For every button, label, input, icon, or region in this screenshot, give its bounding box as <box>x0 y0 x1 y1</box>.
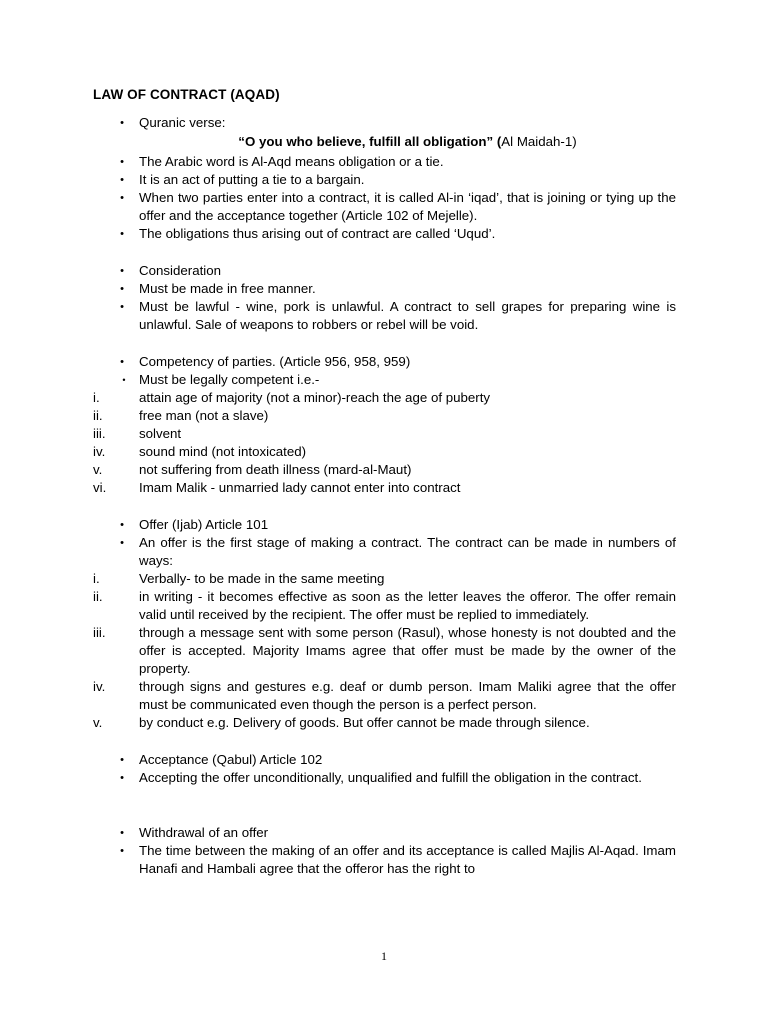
bullet-marker: • <box>120 192 124 204</box>
numbered-list-item <box>93 479 676 497</box>
list-item-text: Quranic verse: <box>139 115 226 130</box>
document-body <box>93 114 676 878</box>
numbered-list-item <box>93 389 676 407</box>
document-section <box>93 516 676 732</box>
list-item-text: attain age of majority (not a minor)-reach the age of puberty <box>139 390 491 405</box>
list-number: i. <box>93 390 100 405</box>
numbered-list-item <box>93 461 676 479</box>
numbered-list-item <box>93 624 676 678</box>
list-number: ii. <box>93 408 103 423</box>
list-item-text: The Arabic word is Al-Aqd means obligation or a tie. <box>139 154 444 169</box>
list-item-text: through a message sent with some person (Rasul), whose honesty is not doubted and the offer is accepted. Majority Imams agree that offer must be made by the owner of the property. <box>139 625 676 676</box>
bullet-marker: • <box>120 283 124 295</box>
numbered-list-item <box>93 588 676 624</box>
document-section <box>93 824 676 878</box>
list-item-text: When two parties enter into a contract, it is called Al-in ‘iqad’, that is joining or tying up the offer and the acceptance together (Article 102 of Mejelle). <box>139 190 676 223</box>
list-number: v. <box>93 715 103 730</box>
bullet-marker: • <box>120 827 124 839</box>
list-item-text: through signs and gestures e.g. deaf or dumb person. Imam Maliki agree that the offer must be communicated even though the person is a perfect person. <box>139 679 676 712</box>
document-section <box>93 353 676 497</box>
bullet-list-item <box>93 225 676 243</box>
list-number: v. <box>93 462 103 477</box>
list-item-text: The obligations thus arising out of contract are called ‘Uqud’. <box>139 226 496 241</box>
bullet-marker: • <box>120 537 124 549</box>
list-item-text: sound mind (not intoxicated) <box>139 444 307 459</box>
bullet-marker: • <box>120 519 124 531</box>
section-gap <box>93 497 676 516</box>
verse-quote: “O you who believe, fulfill all obligation” ( <box>238 134 502 149</box>
bullet-marker: • <box>120 772 124 784</box>
numbered-list-item <box>93 714 676 732</box>
bullet-list-item <box>93 171 676 189</box>
bullet-list-item <box>93 153 676 171</box>
list-item-text: by conduct e.g. Delivery of goods. But offer cannot be made through silence. <box>139 715 590 730</box>
list-number: ii. <box>93 589 103 604</box>
bullet-list-item <box>93 751 676 769</box>
bullet-list-item <box>93 769 676 787</box>
list-item-text: Acceptance (Qabul) Article 102 <box>139 752 323 767</box>
list-item-text: Verbally- to be made in the same meeting <box>139 571 385 586</box>
bullet-list-item <box>93 298 676 334</box>
list-number: iii. <box>93 625 106 640</box>
bullet-list-item <box>93 371 676 389</box>
bullet-marker: • <box>120 174 124 186</box>
list-item-text: Must be made in free manner. <box>139 281 316 296</box>
section-gap <box>93 732 676 751</box>
bullet-marker: • <box>120 156 124 168</box>
numbered-list-item <box>93 425 676 443</box>
bullet-list-item <box>93 189 676 225</box>
list-item-text: solvent <box>139 426 182 441</box>
quranic-verse <box>93 132 676 151</box>
list-number: i. <box>93 571 100 586</box>
bullet-list-item <box>93 842 676 878</box>
document-title: LAW OF CONTRACT (AQAD) <box>93 87 280 102</box>
numbered-list-item <box>93 570 676 588</box>
document-section <box>93 114 676 243</box>
bullet-marker: • <box>120 356 124 368</box>
list-item-text: Must be lawful - wine, pork is unlawful. A contract to sell grapes for preparing wine is unlawful. Sale of weapons to robbers or rebel will be void. <box>139 299 676 332</box>
list-item-text: in writing - it becomes effective as soon as the letter leaves the offeror. The offer remain valid until received by the recipient. The offer must be replied to immediately. <box>139 589 676 622</box>
section-gap <box>93 243 676 262</box>
page-number: 1 <box>381 949 387 963</box>
numbered-list-item <box>93 407 676 425</box>
bullet-marker: • <box>120 754 124 766</box>
bullet-marker: • <box>120 265 124 277</box>
list-item-text: Offer (Ijab) Article 101 <box>139 517 269 532</box>
verse-citation: Al Maidah-1) <box>501 134 577 149</box>
list-item-text: Must be legally competent i.e.- <box>139 372 320 387</box>
list-item-text: It is an act of putting a tie to a bargain. <box>139 172 365 187</box>
bullet-marker: • <box>120 117 124 129</box>
bullet-list-item <box>93 262 676 280</box>
list-item-text: Competency of parties. (Article 956, 958, 959) <box>139 354 411 369</box>
numbered-list-item <box>93 678 676 714</box>
section-gap <box>93 787 676 824</box>
list-item-text: An offer is the first stage of making a contract. The contract can be made in numbers of ways: <box>139 535 676 568</box>
list-number: iv. <box>93 444 106 459</box>
bullet-marker: • <box>120 228 124 240</box>
list-item-text: not suffering from death illness (mard-al-Maut) <box>139 462 412 477</box>
list-item-text: free man (not a slave) <box>139 408 269 423</box>
bullet-list-item <box>93 280 676 298</box>
bullet-list-item <box>93 353 676 371</box>
list-number: iv. <box>93 679 106 694</box>
bullet-list-item <box>93 114 676 132</box>
list-item-text: Imam Malik - unmarried lady cannot enter into contract <box>139 480 461 495</box>
list-item-text: Consideration <box>139 263 222 278</box>
numbered-list-item <box>93 443 676 461</box>
list-item-text: The time between the making of an offer and its acceptance is called Majlis Al-Aqad. Imam Hanafi and Hambali agree that the offeror has the right to <box>139 843 676 876</box>
document-section <box>93 751 676 787</box>
bullet-marker: • <box>122 375 126 385</box>
list-number: vi. <box>93 480 107 495</box>
bullet-marker: • <box>120 301 124 313</box>
bullet-list-item <box>93 516 676 534</box>
list-item-text: Accepting the offer unconditionally, unqualified and fulfill the obligation in the contract. <box>139 770 642 785</box>
section-gap <box>93 334 676 353</box>
list-number: iii. <box>93 426 106 441</box>
bullet-list-item <box>93 534 676 570</box>
bullet-list-item <box>93 824 676 842</box>
bullet-marker: • <box>120 845 124 857</box>
list-item-text: Withdrawal of an offer <box>139 825 269 840</box>
document-section <box>93 262 676 334</box>
